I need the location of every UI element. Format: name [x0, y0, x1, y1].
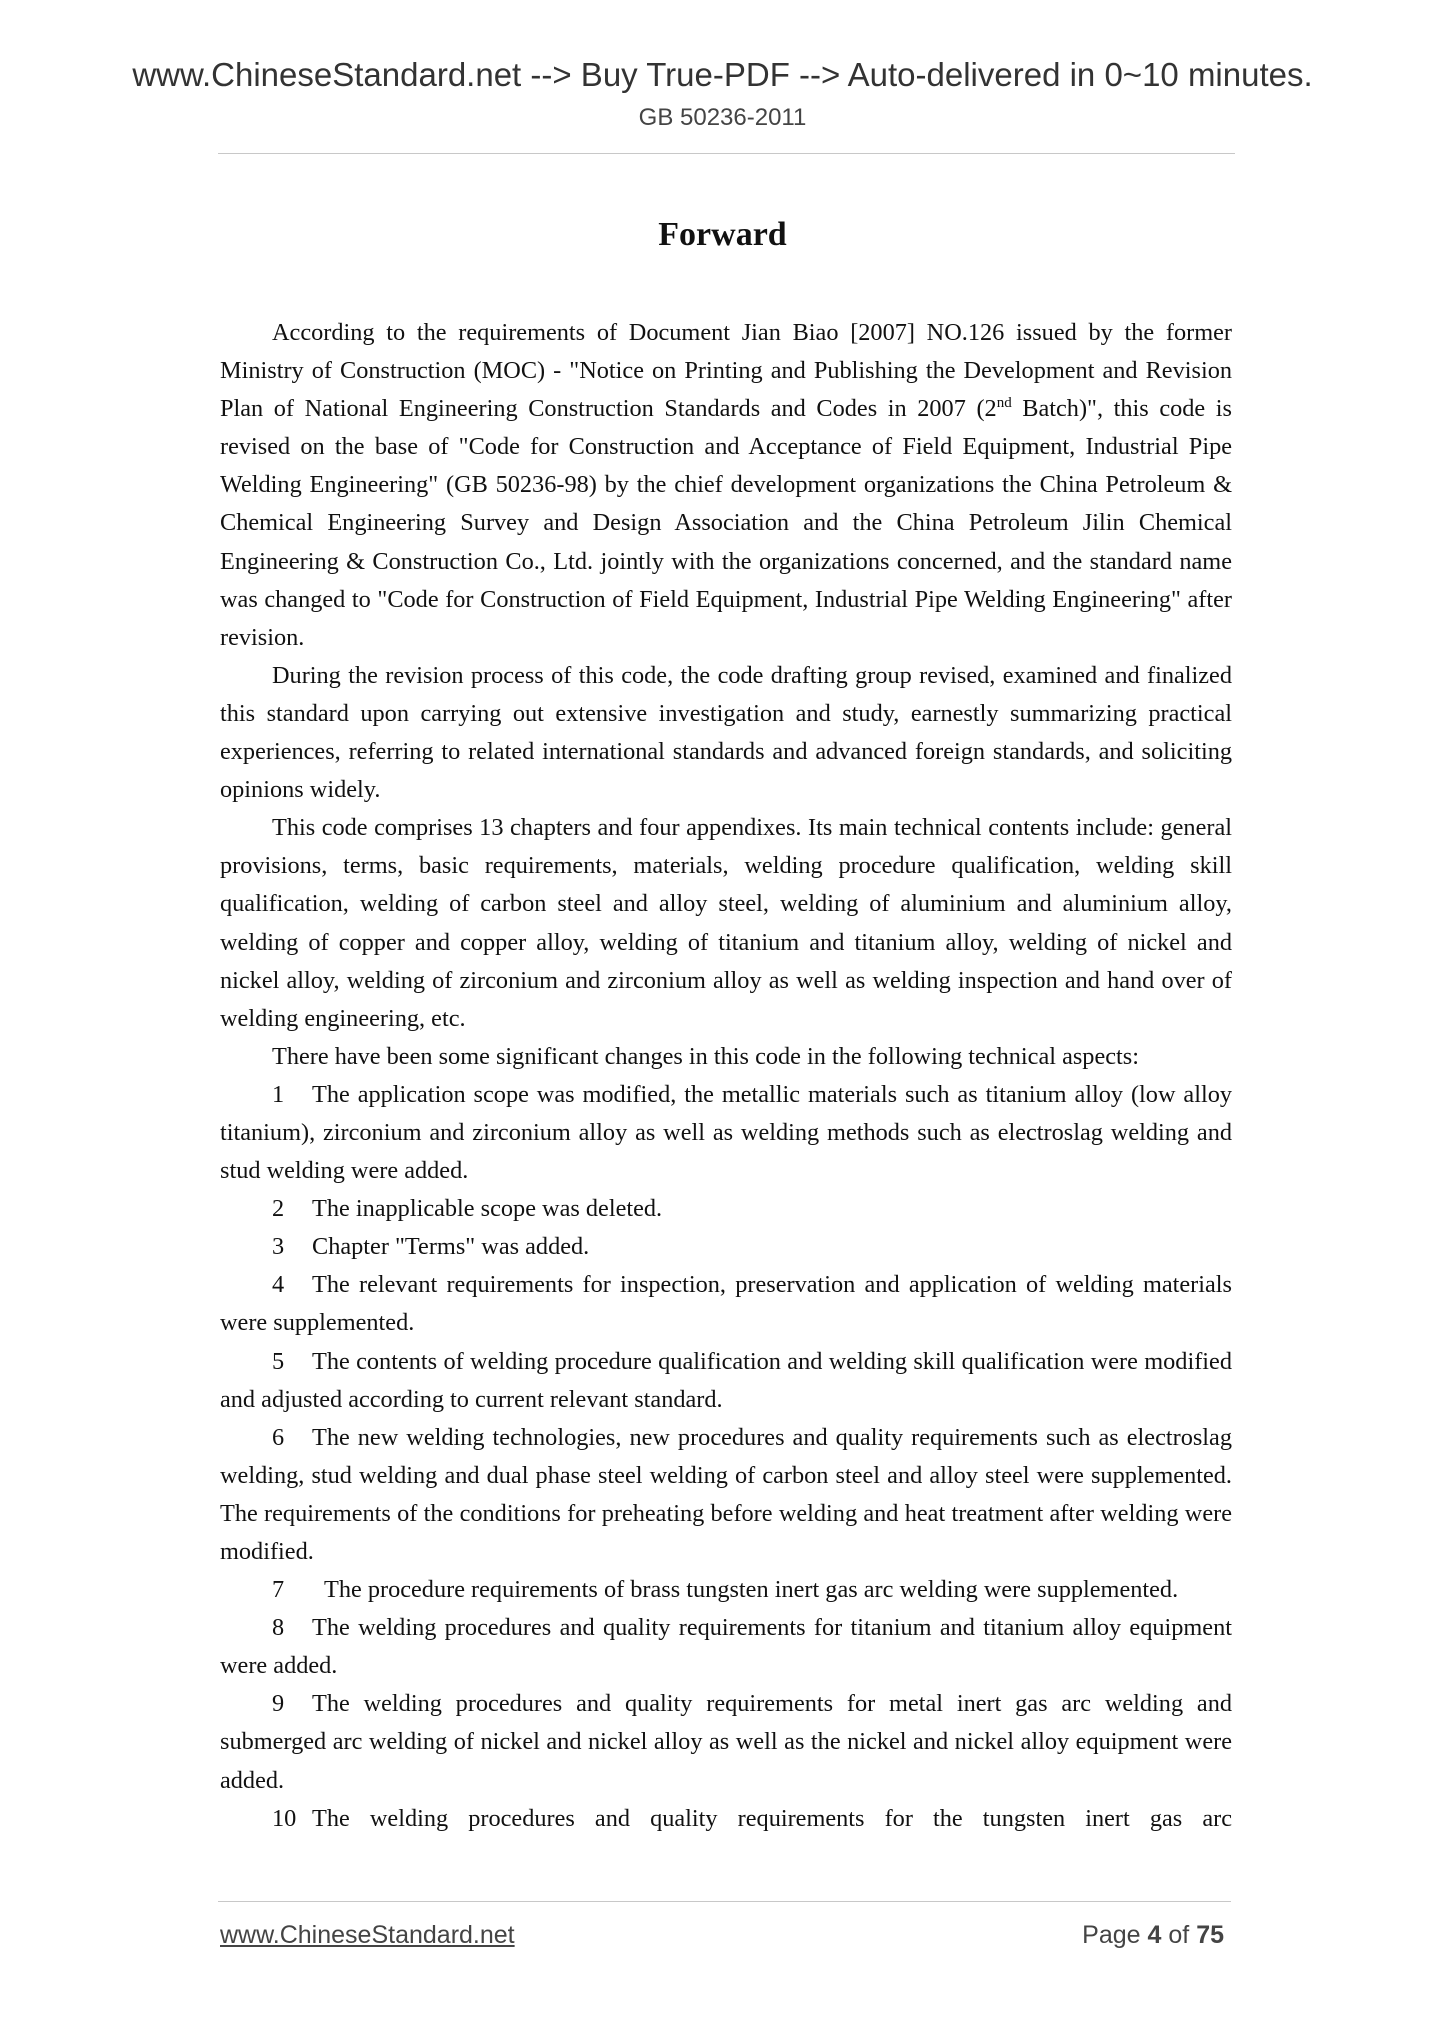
list-item [220, 1343, 1232, 1419]
of-label: of [1168, 1921, 1190, 1949]
list-item-text: The welding procedures and quality requirements for titanium and titanium alloy equipment were added. [220, 1614, 1232, 1680]
list-item-number: 6 [272, 1423, 285, 1451]
list-item-text: The application scope was modified, the metallic materials such as titanium alloy (low alloy titanium), zirconium and zirconium alloy as well as welding methods such as electroslag welding and stud welding were added. [220, 1080, 1232, 1185]
list-item-text: The new welding technologies, new procedures and quality requirements such as electroslag welding, stud welding and dual phase steel welding of carbon steel and alloy steel were supplemented. The requirements of the conditions for preheating before welding and heat treatment after welding were modified. [220, 1423, 1232, 1565]
list-item-number: 5 [272, 1347, 285, 1375]
page-label: Page [1082, 1921, 1141, 1949]
list-item [220, 1266, 1232, 1342]
current-page: 4 [1147, 1921, 1162, 1949]
footer-website-link[interactable]: www.ChineseStandard.net [220, 1921, 515, 1949]
footer-divider [218, 1901, 1231, 1902]
list-item [220, 1076, 1232, 1190]
list-item-text: The relevant requirements for inspection, preservation and application of welding materials were supplemented. [220, 1271, 1232, 1337]
list-item [220, 1609, 1232, 1685]
paragraph-changes-intro: There have been some significant changes in this code in the following technical aspects: [272, 1042, 1139, 1070]
list-item-number: 8 [272, 1614, 285, 1642]
page-title: Forward [658, 216, 787, 253]
document-id: GB 50236-2011 [638, 104, 807, 131]
list-item-number: 4 [272, 1271, 285, 1299]
header-banner: www.ChineseStandard.net --> Buy True-PDF --> Auto-delivered in 0~10 minutes. [132, 56, 1313, 93]
list-item-number: 1 [272, 1080, 285, 1108]
list-item [220, 1685, 1232, 1799]
paragraph-text: According to the requirements of Document Jian Biao [2007] NO.126 issued by the former Ministry of Construction (MOC) - "Notice on Printing and Publishing the Development and Revision Plan of National Engineering Construction Standards and Codes in 2007 (2 [220, 319, 1232, 423]
paragraph-requirements [220, 314, 1232, 657]
list-item-text: The welding procedures and quality requirements for the tungsten inert gas arc [312, 1804, 1232, 1832]
list-item [220, 1800, 1232, 1838]
list-item-number: 7 [272, 1576, 285, 1604]
list-item-text: The procedure requirements of brass tungsten inert gas arc welding were supplemented. [324, 1576, 1179, 1604]
paragraph-revision-process: During the revision process of this code, the code drafting group revised, examined and finalized this standard upon carrying out extensive investigation and study, earnestly summarizing practical experiences, referring to related international standards and advanced foreign standards, and soliciting opinions widely. [220, 661, 1232, 804]
list-item-number: 9 [272, 1690, 285, 1718]
list-item-text: Chapter "Terms" was added. [312, 1233, 590, 1261]
list-item [220, 1571, 1232, 1609]
list-item-number: 2 [272, 1195, 285, 1223]
page-number [1082, 1921, 1224, 1950]
list-item-number: 3 [272, 1233, 285, 1261]
list-item [220, 1190, 1232, 1228]
paragraph-contents: This code comprises 13 chapters and four appendixes. Its main technical contents include: general provisions, terms, basic requirements, materials, welding procedure qualification, welding skill qualification, welding of carbon steel and alloy steel, welding of aluminium and aluminium alloy, welding of copper and copper alloy, welding of titanium and titanium alloy, welding of nickel and nickel alloy, welding of zirconium and zirconium alloy as well as welding inspection and hand over of welding engineering, etc. [220, 814, 1232, 1032]
list-item [220, 1228, 1232, 1266]
list-item [220, 1419, 1232, 1571]
header-divider [218, 153, 1235, 154]
list-item-text: The contents of welding procedure qualification and welding skill qualification were modified and adjusted according to current relevant standard. [220, 1347, 1232, 1413]
superscript: nd [996, 395, 1012, 412]
list-item-text: The inapplicable scope was deleted. [312, 1195, 663, 1223]
paragraph-text: Batch)", this code is revised on the base of "Code for Construction and Acceptance of Field Equipment, Industrial Pipe Welding Engineering" (GB 50236-98) by the chief development organizations the China Petroleum & Chemical Engineering Survey and Design Association and the China Petroleum Jilin Chemical Engineering & Construction Co., Ltd. jointly with the organizations concerned, and the standard name was changed to "Code for Construction of Field Equipment, Industrial Pipe Welding Engineering" after revision. [220, 395, 1232, 651]
document-body [220, 314, 1232, 1838]
list-item-number: 10 [272, 1804, 297, 1832]
total-pages: 75 [1196, 1921, 1224, 1949]
list-item-text: The welding procedures and quality requirements for metal inert gas arc welding and submerged arc welding of nickel and nickel alloy as well as the nickel and nickel alloy equipment were added. [220, 1690, 1232, 1794]
